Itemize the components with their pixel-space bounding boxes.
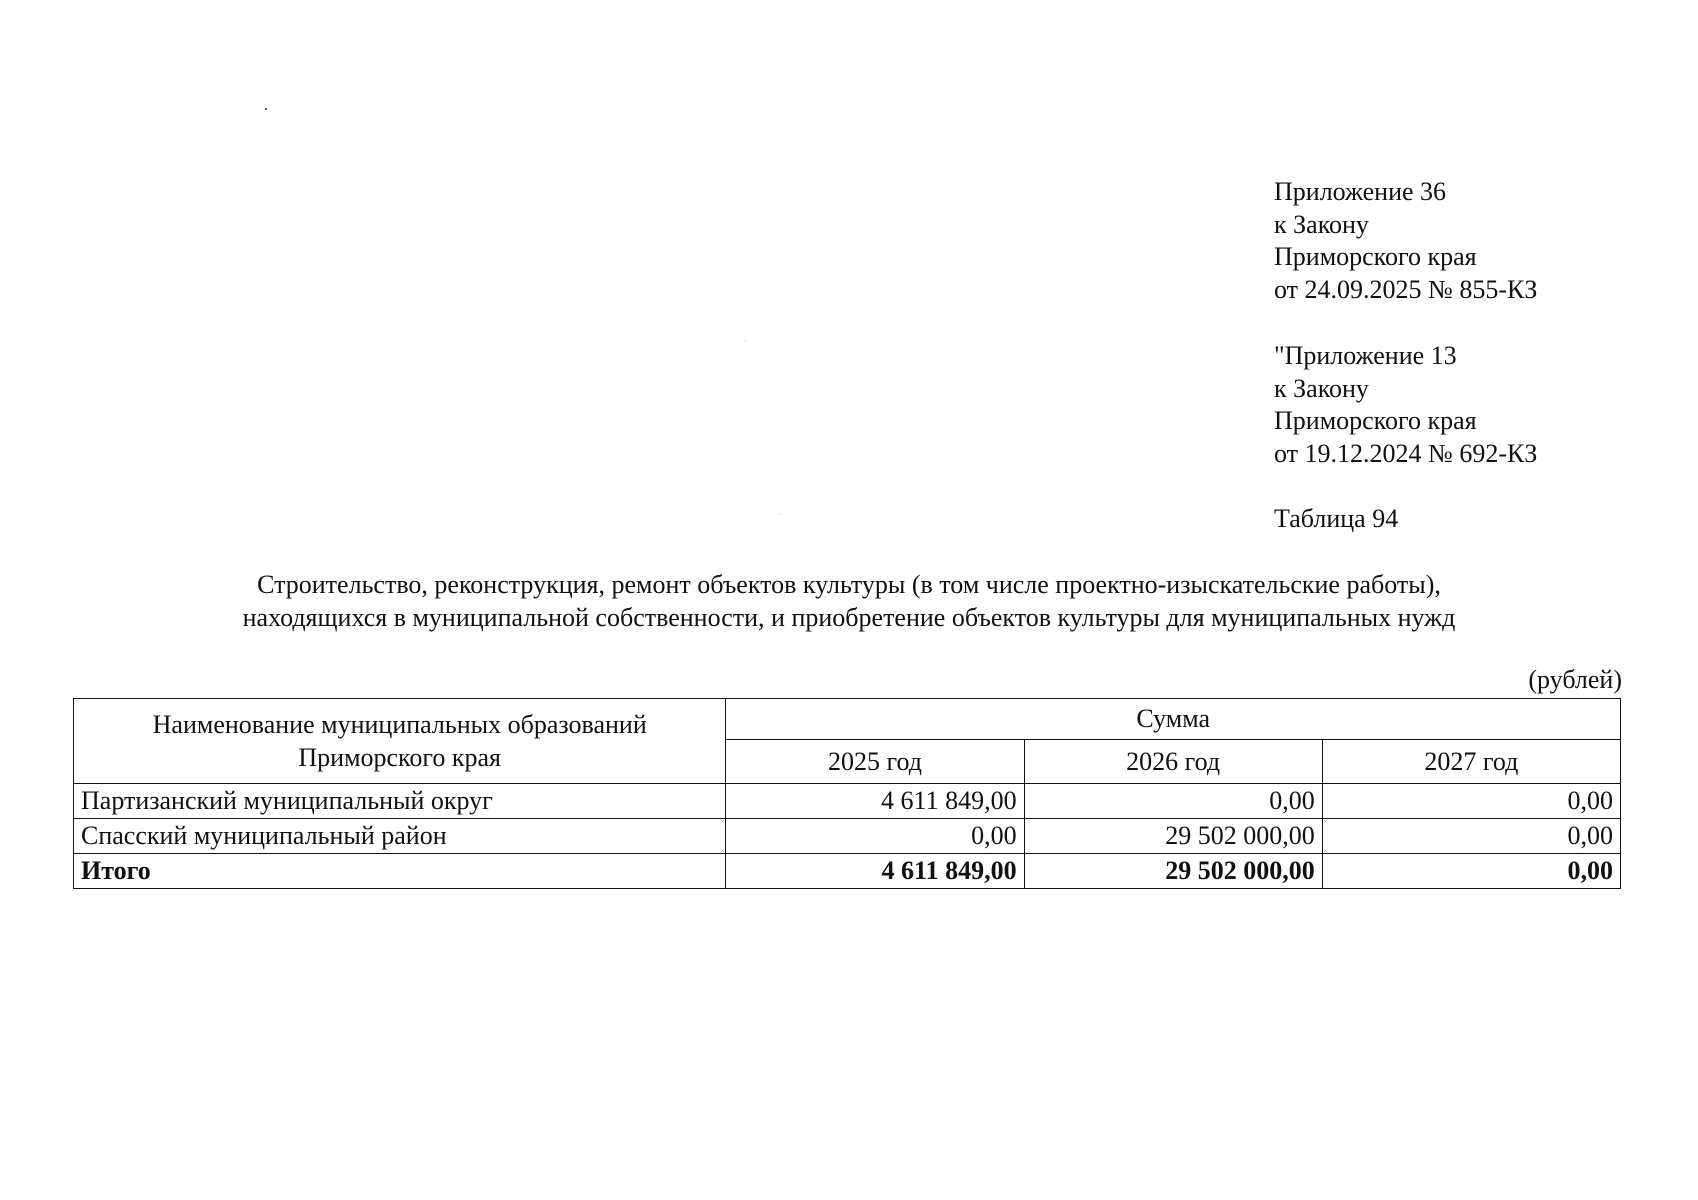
table-row <box>74 784 1621 819</box>
annex-current-line: Приморского края <box>1274 242 1477 271</box>
annex-original-block <box>1274 340 1537 470</box>
row-municipality-name: Партизанский муниципальный округ <box>74 784 726 819</box>
row-value-2025: 4 611 849,00 <box>726 784 1024 819</box>
row-value-2027: 0,00 <box>1322 819 1620 854</box>
table-row <box>74 819 1621 854</box>
column-header-year-2025: 2025 год <box>726 740 1024 784</box>
scan-speck <box>780 514 781 515</box>
scan-speck <box>265 108 267 110</box>
document-title-line-1: Строительство, реконструкция, ремонт объектов культуры (в том числе проектно-изыскательские работы), <box>257 570 1441 599</box>
annex-current-line: Приложение 36 <box>1274 177 1447 206</box>
annex-original-line: к Закону <box>1274 373 1369 403</box>
total-label: Итого <box>74 854 726 889</box>
row-value-2025: 0,00 <box>726 819 1024 854</box>
annex-original-line: Приморского края <box>1274 406 1477 435</box>
annex-current-line: к Закону <box>1274 209 1369 239</box>
document-title <box>74 568 1624 634</box>
row-municipality-name: Спасский муниципальный район <box>74 819 726 854</box>
row-value-2026: 29 502 000,00 <box>1024 819 1322 854</box>
annex-current-block <box>1274 176 1537 306</box>
budget-table <box>73 698 1621 889</box>
row-value-2027: 0,00 <box>1322 784 1620 819</box>
column-header-municipality <box>74 699 726 784</box>
annex-original-line: от 19.12.2024 № 692-КЗ <box>1274 438 1538 468</box>
column-header-sum: Сумма <box>726 699 1621 740</box>
document-title-line-2: находящихся в муниципальной собственности, и приобретение объектов культуры для муниципальных нужд <box>242 603 1456 632</box>
row-value-2026: 0,00 <box>1024 784 1322 819</box>
column-header-year-2026: 2026 год <box>1024 740 1322 784</box>
annex-current-line: от 24.09.2025 № 855-КЗ <box>1274 274 1538 304</box>
total-value-2026: 29 502 000,00 <box>1024 854 1322 889</box>
total-row <box>74 854 1621 889</box>
annex-original-line: "Приложение 13 <box>1274 341 1457 370</box>
table-number: Таблица 94 <box>1274 504 1399 533</box>
scan-speck <box>745 340 746 341</box>
total-value-2025: 4 611 849,00 <box>726 854 1024 889</box>
column-header-municipality-line-2: Приморского края <box>298 743 502 772</box>
column-header-municipality-line-1: Наименование муниципальных образований <box>152 710 647 739</box>
column-header-year-2027: 2027 год <box>1322 740 1620 784</box>
total-value-2027: 0,00 <box>1322 854 1620 889</box>
units-label: (рублей) <box>1528 665 1622 694</box>
